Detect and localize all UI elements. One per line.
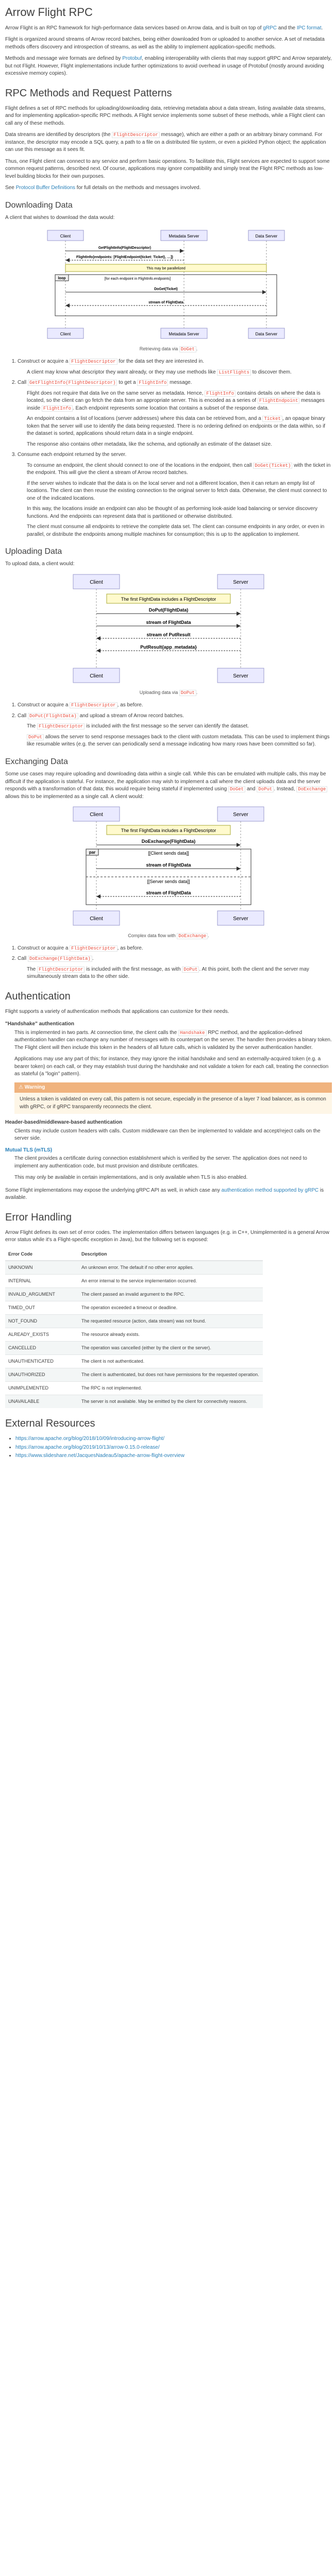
- auth-mtls-def: The client provides a certificate during connection establishment which is verified by the server. The application does not need to implement any authentication code, but must provision and distribute certificates. This may only be available in certain implementations, and is only available when TLS is also enabled.: [14, 1156, 307, 1181]
- svg-text:loop: loop: [58, 276, 66, 280]
- external-resource-link[interactable]: https://arrow.apache.org/blog/2019/10/13/arrow-0.15.0-release/: [15, 1444, 160, 1450]
- actor-server-top: [217, 574, 264, 589]
- error-description-cell: The operation exceeded a timeout or deadline.: [78, 1301, 263, 1314]
- doexchange-sequence-svg: [60, 805, 277, 928]
- svg-text:Client: Client: [90, 579, 103, 585]
- table-row: [5, 1368, 263, 1382]
- svg-text:Client: Client: [90, 812, 103, 818]
- table-row: [5, 1314, 263, 1328]
- table-row: [5, 1354, 263, 1368]
- actor-metadata-bottom: [161, 328, 207, 338]
- actor-server-top: [217, 807, 264, 821]
- error-code-cell: INVALID_ARGUMENT: [5, 1287, 78, 1301]
- doexchange-caption: Complex data flow with DoExchange .: [128, 933, 209, 939]
- error-code-cell: UNAUTHENTICATED: [5, 1354, 78, 1368]
- error-description-cell: The requested resource (action, data stream) was not found.: [78, 1314, 263, 1328]
- actor-server-bottom: [217, 668, 264, 683]
- doput-caption: Uploading data via DoPut .: [139, 690, 198, 696]
- actor-client-top: [73, 807, 120, 821]
- table-row: [5, 1261, 263, 1275]
- note-descriptor: [107, 825, 230, 835]
- error-description-cell: The RPC is not implemented.: [78, 1382, 263, 1395]
- error-code-cell: INTERNAL: [5, 1274, 78, 1287]
- msg-stream-flightdata: stream of FlightData: [148, 300, 183, 304]
- error-handling-heading: Error Handling: [5, 1211, 72, 1223]
- actor-metadata-top: [161, 230, 207, 241]
- intro-paragraph-3: Methods and message wire formats are defined by Protobuf, enabling interoperability with clients that may support gRPC and Arrow separately, but not Flight. However, Flight implementations include further optimizations to avoid overhead in usage of Protobuf (mostly around avoiding excessive memory copies).: [5, 56, 332, 77]
- auth-intro: Flight supports a variety of authentication methods that applications can customize for their needs.: [5, 1008, 229, 1014]
- auth-handshake-term: "Handshake" authentication: [5, 1021, 74, 1027]
- list-item: [15, 1435, 332, 1443]
- svg-text:[[Client sends data]]: [[Client sends data]]: [148, 851, 189, 856]
- table-row: [5, 1301, 263, 1314]
- note-descriptor: [107, 594, 230, 603]
- list-item: [15, 1452, 332, 1460]
- error-code-cell: TIMED_OUT: [5, 1301, 78, 1314]
- msg-server-stream: stream of FlightData: [146, 890, 191, 896]
- svg-text:Data Server: Data Server: [255, 331, 278, 336]
- rpc-paragraph-3: Thus, one Flight client can connect to any service and perform basic operations. To facilitate this, Flight services are expected to support some common request patterns, described next. Of course, applications may ignore compatibility and simply treat the Flight RPC methods as low-level building blocks for their own purposes.: [5, 158, 330, 179]
- auth-methods: [5, 1021, 332, 1182]
- ipc-format-link[interactable]: IPC format: [296, 25, 322, 31]
- svg-text:par: par: [89, 850, 96, 855]
- error-description-cell: The client is authenticated, but does not have permissions for the requested operation.: [78, 1368, 263, 1382]
- msg-flightinfo: FlightInfo{endpoints: [FlightEndpoint{ticket: Ticket}, …]}: [76, 255, 174, 259]
- svg-text:This may be parallelized: This may be parallelized: [146, 266, 186, 270]
- table-row: [5, 1341, 263, 1354]
- download-step-2: 2. Call GetFlightInfo(FlightDescriptor) to get a FlightInfo message. Flight does not require that data live on the same server as metadata. Hence, FlightInfo contains details on where the data is located, so the client can go fetch the data from an appropriate server. This is encoded as a series of FlightEndpoint messages inside FlightInfo . Each endpoint represents some location that contains a subset of the response data. An endpoint contains a list of locations (server addresses) where this data can be retrieved from, and a Ticket , an opaque binary token that the server will use to identify the data being requested. There is no ordering defined on endpoints or the data within, so if the dataset is sorted, applications should return data in a single endpoint. The response also contains other metadata, like the schema, and optionally an estimate of the dataset size.: [18, 379, 332, 448]
- exchange-step-1: 1. Construct or acquire a FlightDescriptor , as before.: [18, 945, 332, 953]
- auth-mtls-term: Mutual TLS (mTLS): [5, 1147, 53, 1153]
- error-codes-table: [5, 1248, 263, 1409]
- error-code-cell: CANCELLED: [5, 1341, 78, 1354]
- error-code-cell: UNIMPLEMENTED: [5, 1382, 78, 1395]
- svg-text:Server: Server: [233, 812, 248, 818]
- grpc-auth-link[interactable]: authentication method supported by gRPC: [221, 1187, 319, 1193]
- svg-text:[[Server sends data]]: [[Server sends data]]: [147, 879, 190, 885]
- rpc-paragraph-2: Data streams are identified by descriptors (the FlightDescriptor message), which are either a path or an arbitrary binary command. For instance, the descriptor may encode a SQL query, a path to a file on a distributed file system, or even a pickled Python object; the application can use this message as it sees fit.: [5, 132, 326, 153]
- actor-client-bottom: [47, 328, 83, 338]
- exchanging-heading: Exchanging Data: [5, 757, 68, 766]
- intro-paragraph-1: Arrow Flight is an RPC framework for high-performance data services based on Arrow data, and is built on top of gRPC and the IPC format.: [5, 25, 323, 31]
- table-row: [5, 1382, 263, 1395]
- actor-client-top: [47, 230, 83, 241]
- msg-doexchange: DoExchange(FlightData): [141, 839, 196, 844]
- svg-text:[for each endpoint in FlightIn: [for each endpoint in FlightInfo.endpoints]: [104, 277, 171, 281]
- actor-data-bottom: [248, 328, 284, 338]
- page-title: Arrow Flight RPC: [5, 6, 93, 19]
- protobuf-link[interactable]: Protobuf: [122, 56, 142, 62]
- msg-stream-flightdata: stream of FlightData: [146, 619, 191, 625]
- doput-sequence-svg: [60, 572, 277, 686]
- error-description-cell: An unknown error. The default if no other error applies.: [78, 1261, 263, 1275]
- error-intro: Arrow Flight defines its own set of error codes. The implementation differs between languages (e.g. in C++, Unimplemented is a general Arrow error status while it's a Flight-specific exception in Java), but the following set is exposed:: [5, 1229, 329, 1243]
- rpc-paragraph-4: See Protocol Buffer Definitions for full details on the methods and messages involved.: [5, 185, 201, 191]
- external-resources-heading: External Resources: [5, 1418, 95, 1430]
- svg-text:The first FlightData includes: The first FlightData includes a FlightDescriptor: [121, 828, 216, 834]
- msg-stream-putresult: stream of PutResult: [146, 632, 191, 637]
- msg-client-stream: stream of FlightData: [146, 862, 191, 868]
- auth-header-term: Header-based/middleware-based authentication: [5, 1120, 123, 1126]
- svg-text:Metadata Server: Metadata Server: [169, 331, 199, 336]
- note-parallel: [65, 264, 266, 272]
- error-code-cell: NOT_FOUND: [5, 1314, 78, 1328]
- upload-step-1: 1. Construct or acquire a FlightDescriptor , as before.: [18, 702, 332, 709]
- error-description-cell: The client is not authenticated.: [78, 1354, 263, 1368]
- error-code-cell: ALREADY_EXISTS: [5, 1328, 78, 1341]
- svg-text:Metadata Server: Metadata Server: [169, 233, 199, 239]
- svg-text:Client: Client: [60, 331, 71, 336]
- doget-caption: Retrieving data via DoGet .: [139, 346, 198, 352]
- actor-data-top: [248, 230, 284, 241]
- external-resource-link[interactable]: https://www.slideshare.net/JacquesNadeau5/apache-arrow-flight-overview: [15, 1453, 184, 1459]
- download-step-3: 3. Consume each endpoint returned by the server. To consume an endpoint, the client should connect to one of the locations in the endpoint, then call DoGet(Ticket) with the ticket in the endpoint. This will give the client a stream of Arrow record batches. If the server wishes to indicate that the data is on the local server and not a different location, then it can return an empty list of locations. The client can then reuse the existing connection to the original server to fetch data. Otherwise, the client must connect to one of the indicated locations. In this way, the locations inside an endpoint can also be thought of as performing look-aside load balancing or service discovery functions. And the endpoints can represent data that is partitioned or otherwise distributed. The client must consume all endpoints to retrieve the complete data set. The client can consume endpoints in any order, or even in parallel, or distribute the endpoints among multiple machines for consumption; this is up to the application to implement.: [18, 451, 332, 538]
- svg-text:Client: Client: [90, 916, 103, 922]
- actor-server-bottom: [217, 911, 264, 925]
- msg-getflightinfo: GetFlightInfo(FlightDescriptor): [98, 246, 152, 250]
- external-links-list: [5, 1435, 332, 1460]
- actor-client-top: [73, 574, 120, 589]
- error-description-cell: The client passed an invalid argument to the RPC.: [78, 1287, 263, 1301]
- table-row: [5, 1395, 263, 1409]
- header-description: Description: [78, 1248, 263, 1261]
- downloading-heading: Downloading Data: [5, 200, 73, 210]
- exchanging-paragraph: Some use cases may require uploading and downloading data within a single call. While this can be emulated with multiple calls, this may be difficult if the application is stateful. For instance, the application may wish to implement a call where the client uploads data and the server responds with a transformation of that data; this would require being stateful if implemented using DoGet and DoPut . Instead, DoExchange allows this to be implemented as a single call. A client would:: [5, 771, 332, 801]
- error-code-cell: UNAUTHORIZED: [5, 1368, 78, 1382]
- msg-doget: DoGet(Ticket): [154, 287, 178, 291]
- protocol-buffer-definitions-link[interactable]: Protocol Buffer Definitions: [15, 185, 76, 191]
- error-description-cell: The server is not available. May be emitted by the client for connectivity reasons.: [78, 1395, 263, 1409]
- doexchange-diagram: [5, 805, 332, 940]
- table-header-row: [5, 1248, 263, 1261]
- auth-header-def: Clients may include custom headers with calls. Custom middleware can then be implemented to validate and accept/reject calls on the server side.: [14, 1128, 321, 1142]
- msg-putresult: PutResult{app_metadata}: [140, 644, 197, 650]
- doput-diagram: [5, 572, 332, 697]
- svg-text:Client: Client: [90, 673, 103, 679]
- doget-diagram: [5, 226, 332, 353]
- rpc-paragraph-1: Flight defines a set of RPC methods for uploading/downloading data, retrieving metadata about a data stream, listing available data streams, and for implementing application-specific RPC methods. A Flight service implements some subset of these methods, while a Flight client can call any of these methods.: [5, 105, 326, 126]
- svg-text:Server: Server: [233, 916, 248, 922]
- loop-frame: [55, 275, 277, 316]
- error-code-cell: UNKNOWN: [5, 1261, 78, 1275]
- upload-steps: [5, 702, 332, 749]
- auth-handshake-def: This is implemented in two parts. At connection time, the client calls the Handshake RPC method, and the application-defined authentication handler can exchange any number of messages with its counterpart on the server. The handler then provides a binary token. The Flight client will then include this token in the headers of all future calls, which is validated by the server authentication handler. Applications may use any part of this; for instance, they may ignore the initial handshake and send an externally-acquired token (e.g. a bearer token) on each call, or they may establish trust during the handshake and not validate a token for each call, treating the connection as stateful (a "login" pattern). ⚠ Warning Unless a token is validated on every call, this pattern is not secure, especially in the presence of a layer 7 load balancer, as is common with gRPC, or if gRPC transparently reconnects the client.: [14, 1029, 332, 1114]
- grpc-link[interactable]: gRPC: [263, 25, 277, 31]
- exchange-steps: [5, 945, 332, 981]
- uploading-heading: Uploading Data: [5, 547, 62, 556]
- download-step-1: 1. Construct or acquire a FlightDescriptor for the data set they are interested in. A client may know what descriptor they want already, or they may use methods like ListFlights to discover them.: [18, 358, 332, 376]
- error-code-cell: UNAVAILABLE: [5, 1395, 78, 1409]
- authentication-heading: Authentication: [5, 990, 71, 1002]
- error-description-cell: The resource already exists.: [78, 1328, 263, 1341]
- list-item: [15, 1444, 332, 1452]
- doget-sequence-svg: [35, 226, 303, 342]
- table-row: [5, 1328, 263, 1341]
- external-resource-link[interactable]: https://arrow.apache.org/blog/2018/10/09/introducing-arrow-flight/: [15, 1436, 165, 1442]
- error-description-cell: The operation was cancelled (either by the client or the server).: [78, 1341, 263, 1354]
- svg-text:Client: Client: [60, 233, 71, 239]
- warning-box: [14, 1082, 332, 1114]
- svg-text:Data Server: Data Server: [255, 233, 278, 239]
- actor-client-bottom: [73, 911, 120, 925]
- warning-icon: ⚠: [19, 1084, 25, 1090]
- warning-text: Unless a token is validated on every call, this pattern is not secure, especially in the presence of a layer 7 load balancer, as is common with gRPC, or if gRPC transparently reconnects the client.: [20, 1096, 326, 1110]
- svg-text:Server: Server: [233, 673, 248, 679]
- svg-text:The first FlightData includes: The first FlightData includes a FlightDescriptor: [121, 596, 216, 602]
- msg-doput: DoPut(FlightData): [148, 607, 189, 613]
- download-steps: [5, 358, 332, 538]
- rpc-heading: RPC Methods and Request Patterns: [5, 87, 172, 99]
- actor-client-bottom: [73, 668, 120, 683]
- downloading-intro: A client that wishes to download the data would:: [5, 215, 115, 221]
- auth-grpc-paragraph: Some Flight implementations may expose the underlying gRPC API as well, in which case any authentication method supported by gRPC is available.: [5, 1187, 324, 1201]
- uploading-intro: To upload data, a client would:: [5, 561, 75, 567]
- svg-text:Server: Server: [233, 579, 248, 585]
- table-row: [5, 1274, 263, 1287]
- exchange-step-2: 2. Call DoExchange(FlightData) . The FlightDescriptor is included with the first message, as with DoPut . At this point, both the client and the server may simultaneously stream data to the other side.: [18, 955, 332, 981]
- error-description-cell: An error internal to the service implementation occurred.: [78, 1274, 263, 1287]
- table-row: [5, 1287, 263, 1301]
- warning-title: ⚠ Warning: [14, 1082, 332, 1093]
- header-error-code: Error Code: [5, 1248, 78, 1261]
- upload-step-2: 2. Call DoPut(FlightData) and upload a stream of Arrow record batches. The FlightDescriptor is included with the first message so the server can identify the dataset. DoPut allows the server to send response messages back to the client with custom metadata. This can be used to implement things like resumable writes (e.g. the server can periodically send a message indicating how many rows have been committed so far).: [18, 713, 332, 749]
- intro-paragraph-2: Flight is organized around streams of Arrow record batches, being either downloaded from or uploaded to another service. A set of metadata methods offers discovery and introspection of streams, as well as the ability to implement application-specific methods.: [5, 37, 325, 50]
